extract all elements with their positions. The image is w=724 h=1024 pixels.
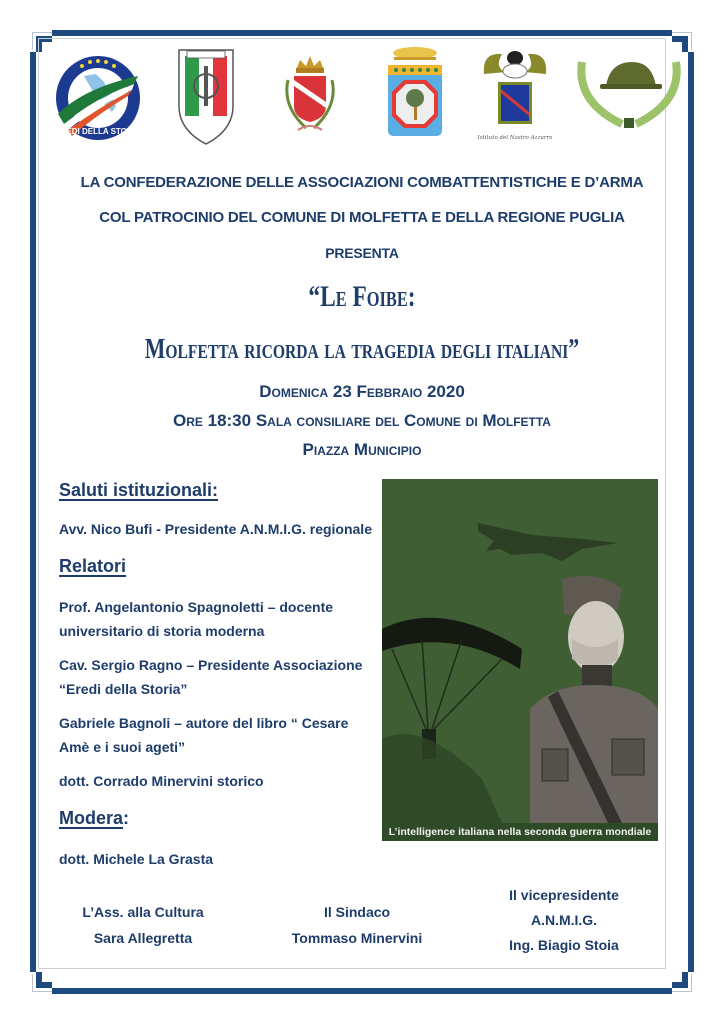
frame-corner-line xyxy=(32,974,33,992)
molfetta-crest-logo xyxy=(278,50,342,140)
moderator-heading-colon: : xyxy=(123,808,130,828)
speaker-line: Prof. Angelantonio Spagnoletti – docente xyxy=(59,599,334,615)
speaker-line: Cav. Sergio Ragno – Presidente Associazione xyxy=(59,657,363,673)
frame-corner-line xyxy=(691,974,692,992)
speaker-item xyxy=(59,769,264,793)
event-time-place: Ore 18:30 Sala consiliare del Comune di Molfetta xyxy=(173,411,551,430)
signature-name: Sara Allegretta xyxy=(93,930,193,946)
frame-corner-step xyxy=(682,972,688,988)
frame-corner-line xyxy=(672,991,692,992)
speaker-item xyxy=(59,711,348,759)
helmet-wreath-logo xyxy=(576,52,682,134)
speaker-line: dott. Corrado Minervini storico xyxy=(59,773,264,789)
patronage-line: COL PATROCINIO DEL COMUNE DI MOLFETTA E DELLA REGIONE PUGLIA xyxy=(99,209,625,226)
speakers-heading: Relatori xyxy=(59,556,127,576)
moderator-heading xyxy=(59,808,129,829)
frame-corner-line xyxy=(32,32,33,50)
poster-caption: L’intelligence italiana nella seconda guerra mondiale xyxy=(382,823,658,841)
greetings-speaker: Avv. Nico Bufi - Presidente A.N.M.I.G. regionale xyxy=(59,521,372,537)
signature-vicepresident xyxy=(494,883,634,958)
intelligence-poster-image xyxy=(382,479,658,841)
frame-top-band xyxy=(52,30,672,36)
frame-corner-line xyxy=(672,32,692,33)
frame-bottom-band xyxy=(52,988,672,994)
speaker-item xyxy=(59,595,333,643)
moderator-name: dott. Michele La Grasta xyxy=(59,851,214,867)
poster-illustration xyxy=(382,479,658,841)
speaker-item xyxy=(59,653,362,701)
frame-corner-line xyxy=(32,991,52,992)
speaker-line: universitario di storia moderna xyxy=(59,623,265,639)
signature-role: Il vicepresidente xyxy=(509,887,619,903)
eredi-della-storia-logo xyxy=(54,54,142,142)
event-date: Domenica 23 Febbraio 2020 xyxy=(259,382,465,401)
frame-corner-line xyxy=(691,32,692,50)
event-square: Piazza Municipio xyxy=(302,440,422,459)
signature-role: L’Ass. alla Cultura xyxy=(82,904,204,920)
eredi-logo-text: EREDI DELLA STORIA xyxy=(55,127,141,136)
fondazione-anmig-logo xyxy=(175,46,237,146)
nastro-azzurro-logo xyxy=(478,44,552,144)
moderator-heading-label: Modera xyxy=(59,808,124,828)
title-line-2: Molfetta ricorda la tragedia degli italiani” xyxy=(144,334,580,365)
frame-corner-step xyxy=(36,972,42,988)
greetings-heading: Saluti istituzionali: xyxy=(59,480,219,500)
signature-name: Tommaso Minervini xyxy=(291,930,423,946)
speaker-line: Gabriele Bagnoli – autore del libro “ Cesare xyxy=(59,715,349,731)
signature-culture xyxy=(66,899,220,951)
signature-mayor xyxy=(280,899,434,951)
signature-org: A.N.M.I.G. xyxy=(530,912,598,928)
regione-puglia-logo xyxy=(384,44,446,140)
presents-line: PRESENTA xyxy=(325,245,399,261)
nastro-azzurro-caption: Istituto del Nastro Azzurro xyxy=(478,135,552,141)
speaker-line: Amè e i suoi ageti” xyxy=(59,739,186,755)
speaker-line: “Eredi della Storia” xyxy=(59,681,188,697)
signature-role: Il Sindaco xyxy=(323,904,391,920)
organizer-line: LA CONFEDERAZIONE DELLE ASSOCIAZIONI COMBATTENTISTICHE E D’ARMA xyxy=(80,174,644,191)
frame-corner-step xyxy=(682,36,688,52)
signature-name: Ing. Biagio Stoia xyxy=(509,937,619,953)
frame-corner-line xyxy=(32,32,52,33)
title-line-1: “Le Foibe: xyxy=(308,280,416,313)
